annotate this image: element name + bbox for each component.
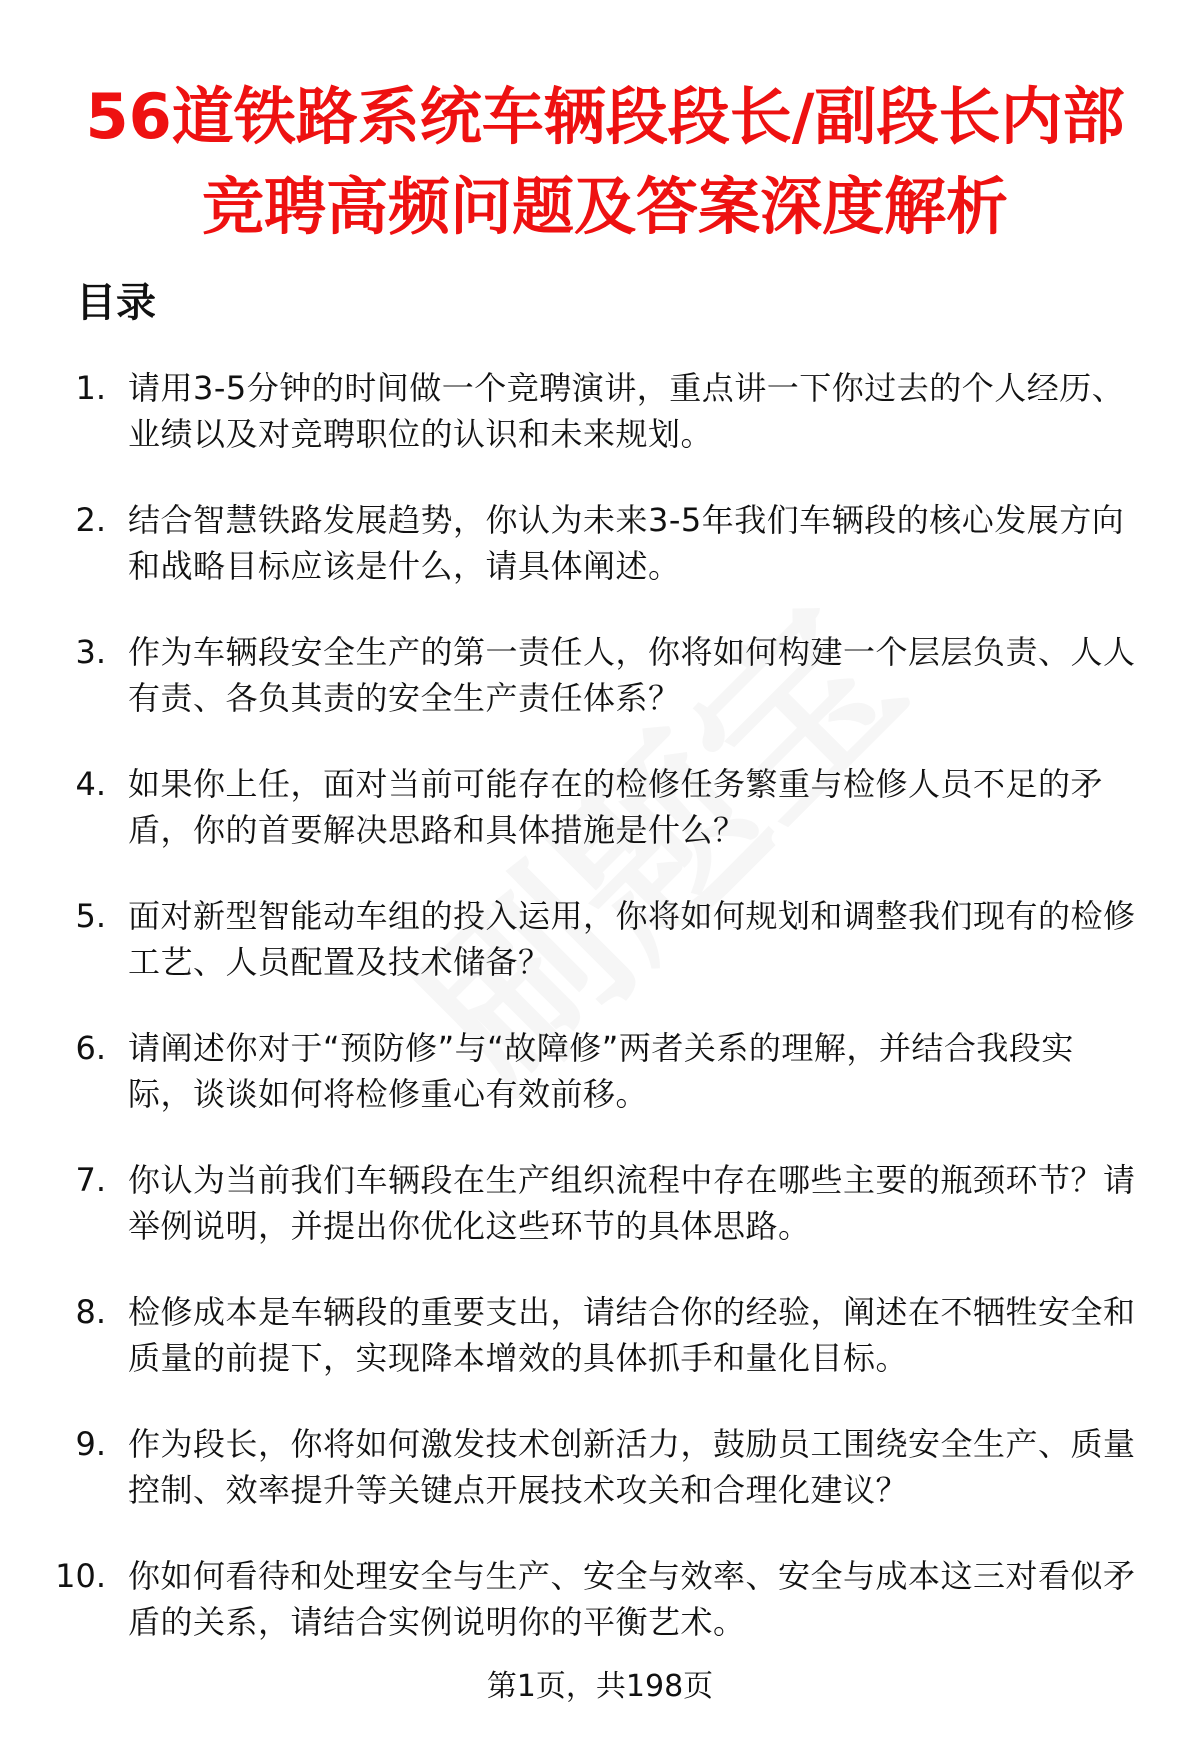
toc-item <box>0 1421 1200 1553</box>
toc-item-number: 3. <box>75 633 106 671</box>
toc-item-text: 如果你上任，面对当前可能存在的检修任务繁重与检修人员不足的矛盾，你的首要解决思路和具体措施是什么？ <box>128 765 1104 849</box>
toc-item <box>0 893 1200 1025</box>
toc-item-number: 2. <box>75 501 106 539</box>
toc-item-number: 1. <box>75 369 106 407</box>
document-title: 56道铁路系统车辆段段长/副段长内部竞聘高频问题及答案深度解析 <box>85 80 1125 243</box>
toc-item-text: 作为车辆段安全生产的第一责任人，你将如何构建一个层层负责、人人有责、各负其责的安全生产责任体系？ <box>128 633 1136 717</box>
toc-item <box>0 1289 1200 1421</box>
toc-item-number: 6. <box>75 1029 106 1067</box>
toc-item-text: 结合智慧铁路发展趋势，你认为未来3-5年我们车辆段的核心发展方向和战略目标应该是什么，请具体阐述。 <box>128 501 1125 585</box>
toc-item-number: 5. <box>75 897 106 935</box>
toc-item <box>0 761 1200 893</box>
toc-item <box>0 1025 1200 1157</box>
toc-item <box>0 1157 1200 1289</box>
toc-list <box>0 365 1200 1685</box>
toc-item-text: 作为段长，你将如何激发技术创新活力，鼓励员工围绕安全生产、质量控制、效率提升等关键点开展技术攻关和合理化建议？ <box>128 1425 1136 1509</box>
toc-item-text: 面对新型智能动车组的投入运用，你将如何规划和调整我们现有的检修工艺、人员配置及技术储备？ <box>128 897 1136 981</box>
toc-item-text: 请用3-5分钟的时间做一个竞聘演讲，重点讲一下你过去的个人经历、业绩以及对竞聘职位的认识和未来规划。 <box>128 369 1125 453</box>
toc-item-text: 检修成本是车辆段的重要支出，请结合你的经验，阐述在不牺牲安全和质量的前提下，实现降本增效的具体抓手和量化目标。 <box>128 1293 1136 1377</box>
toc-item-text: 你认为当前我们车辆段在生产组织流程中存在哪些主要的瓶颈环节？请举例说明，并提出你优化这些环节的具体思路。 <box>128 1161 1136 1245</box>
page-footer: 第1页，共198页 <box>486 1669 714 1704</box>
toc-item-number: 8. <box>75 1293 106 1331</box>
toc-item-text: 你如何看待和处理安全与生产、安全与效率、安全与成本这三对看似矛盾的关系，请结合实例说明你的平衡艺术。 <box>128 1557 1136 1641</box>
toc-item <box>0 365 1200 497</box>
toc-heading: 目录 <box>76 280 156 326</box>
toc-item-number: 9. <box>75 1425 106 1463</box>
toc-item-number: 7. <box>75 1161 106 1199</box>
toc-item <box>0 629 1200 761</box>
toc-item-text: 请阐述你对于“预防修”与“故障修”两者关系的理解，并结合我段实际，谈谈如何将检修重心有效前移。 <box>128 1029 1074 1113</box>
toc-item <box>0 497 1200 629</box>
toc-item-number: 4. <box>75 765 106 803</box>
toc-item-number: 10. <box>55 1557 106 1595</box>
